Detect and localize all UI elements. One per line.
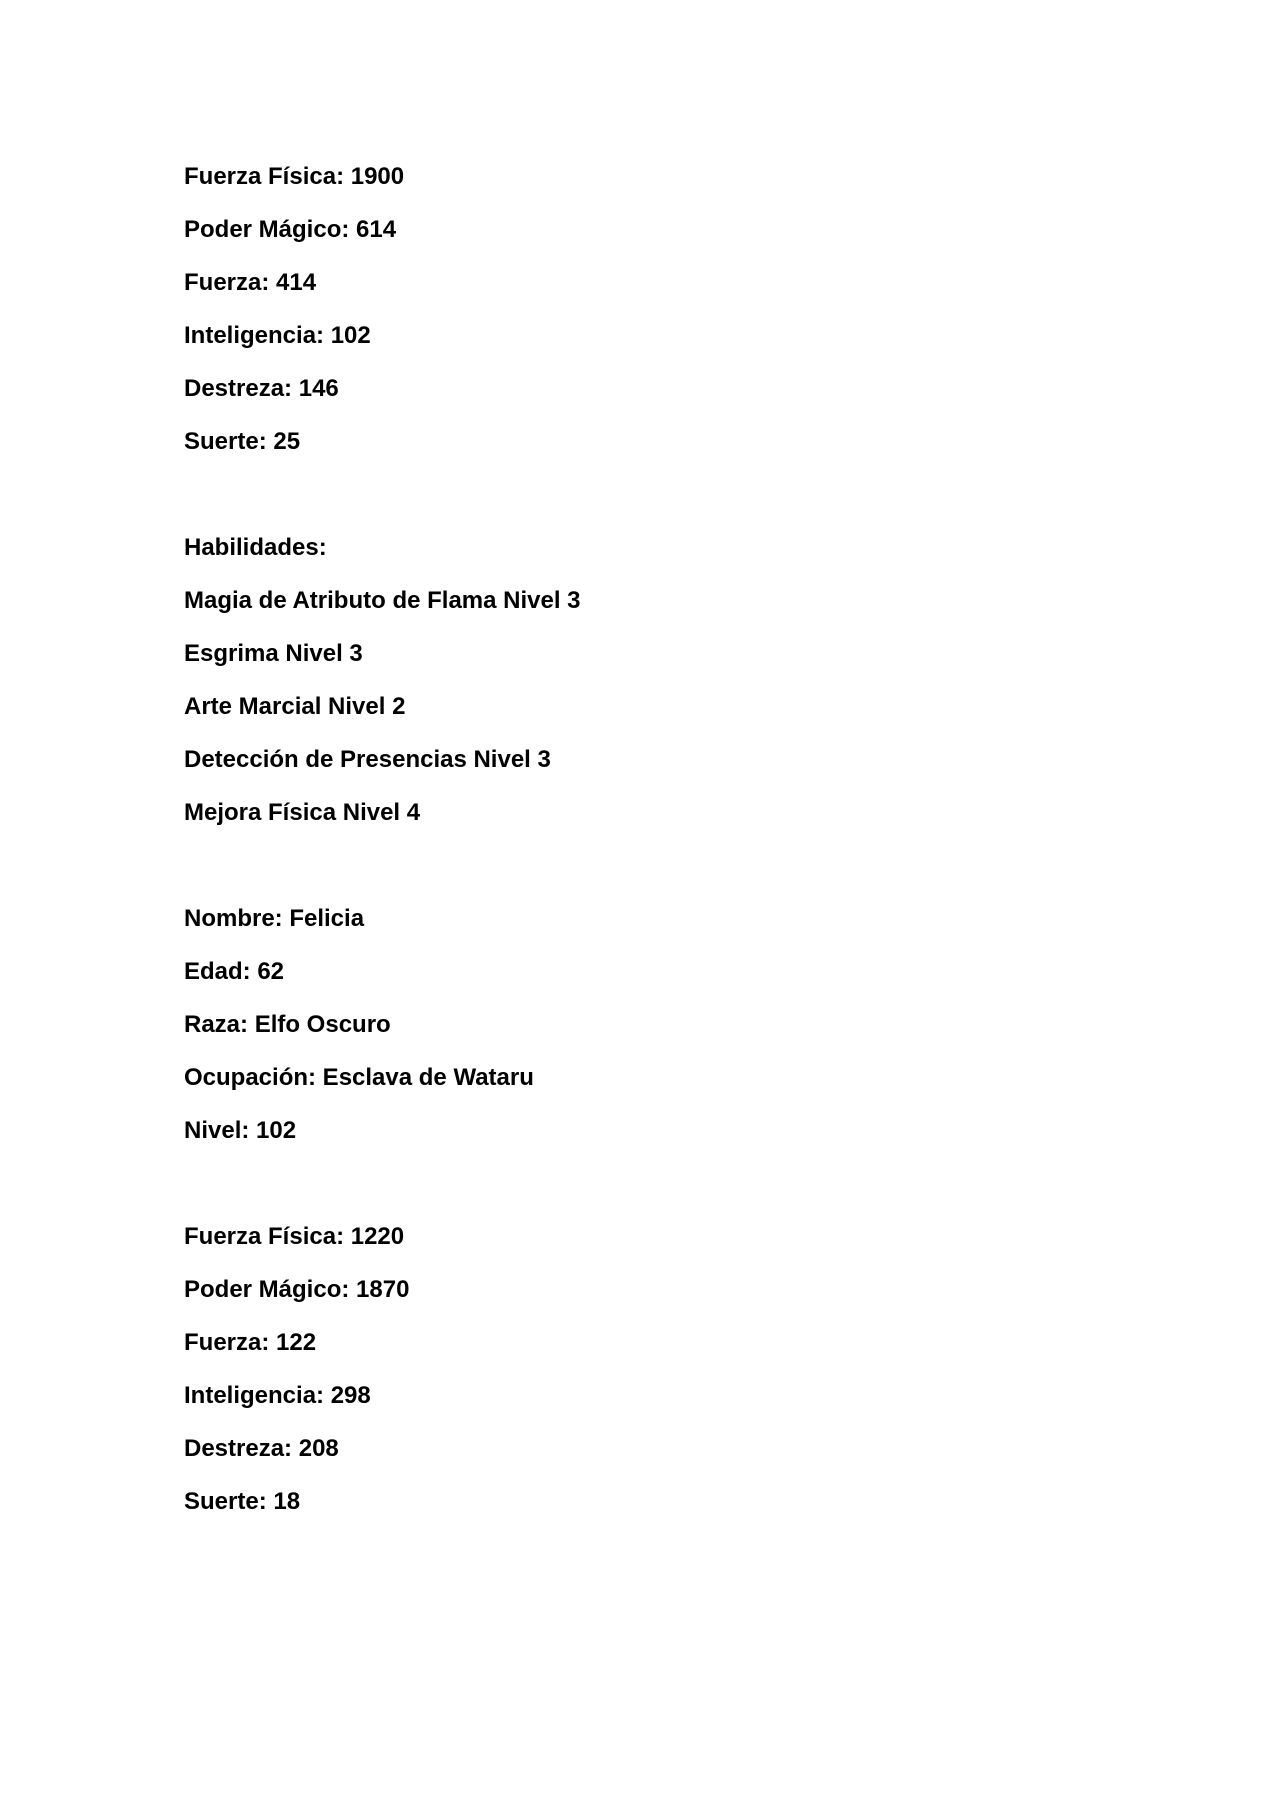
stats-block-1	[184, 150, 1184, 468]
skill-line: Magia de Atributo de Flama Nivel 3	[184, 587, 581, 614]
stats-block-2	[184, 1210, 1184, 1528]
profile-line: Edad: 62	[184, 958, 285, 985]
stat-line: Destreza: 146	[184, 375, 339, 402]
skill-line: Esgrima Nivel 3	[184, 640, 363, 667]
profile-line: Raza: Elfo Oscuro	[184, 1011, 391, 1038]
stat-line: Destreza: 208	[184, 1435, 339, 1462]
stat-line: Inteligencia: 102	[184, 322, 371, 349]
skill-line: Detección de Presencias Nivel 3	[184, 746, 551, 773]
skill-line: Mejora Física Nivel 4	[184, 799, 421, 826]
stat-line: Fuerza: 122	[184, 1329, 317, 1356]
document-body	[184, 150, 1184, 1528]
stat-line: Poder Mágico: 1870	[184, 1276, 410, 1303]
stat-line: Fuerza Física: 1220	[184, 1223, 405, 1250]
skills-block	[184, 521, 1184, 839]
stat-line: Fuerza: 414	[184, 269, 317, 296]
stat-line: Suerte: 18	[184, 1488, 301, 1515]
skill-line: Arte Marcial Nivel 2	[184, 693, 406, 720]
profile-line: Nombre: Felicia	[184, 905, 365, 932]
profile-line: Ocupación: Esclava de Wataru	[184, 1064, 534, 1091]
stat-line: Inteligencia: 298	[184, 1382, 371, 1409]
stat-line: Suerte: 25	[184, 428, 301, 455]
profile-block	[184, 892, 1184, 1157]
stat-line: Fuerza Física: 1900	[184, 163, 405, 190]
profile-line: Nivel: 102	[184, 1117, 297, 1144]
skills-heading: Habilidades:	[184, 534, 327, 561]
stat-line: Poder Mágico: 614	[184, 216, 397, 243]
